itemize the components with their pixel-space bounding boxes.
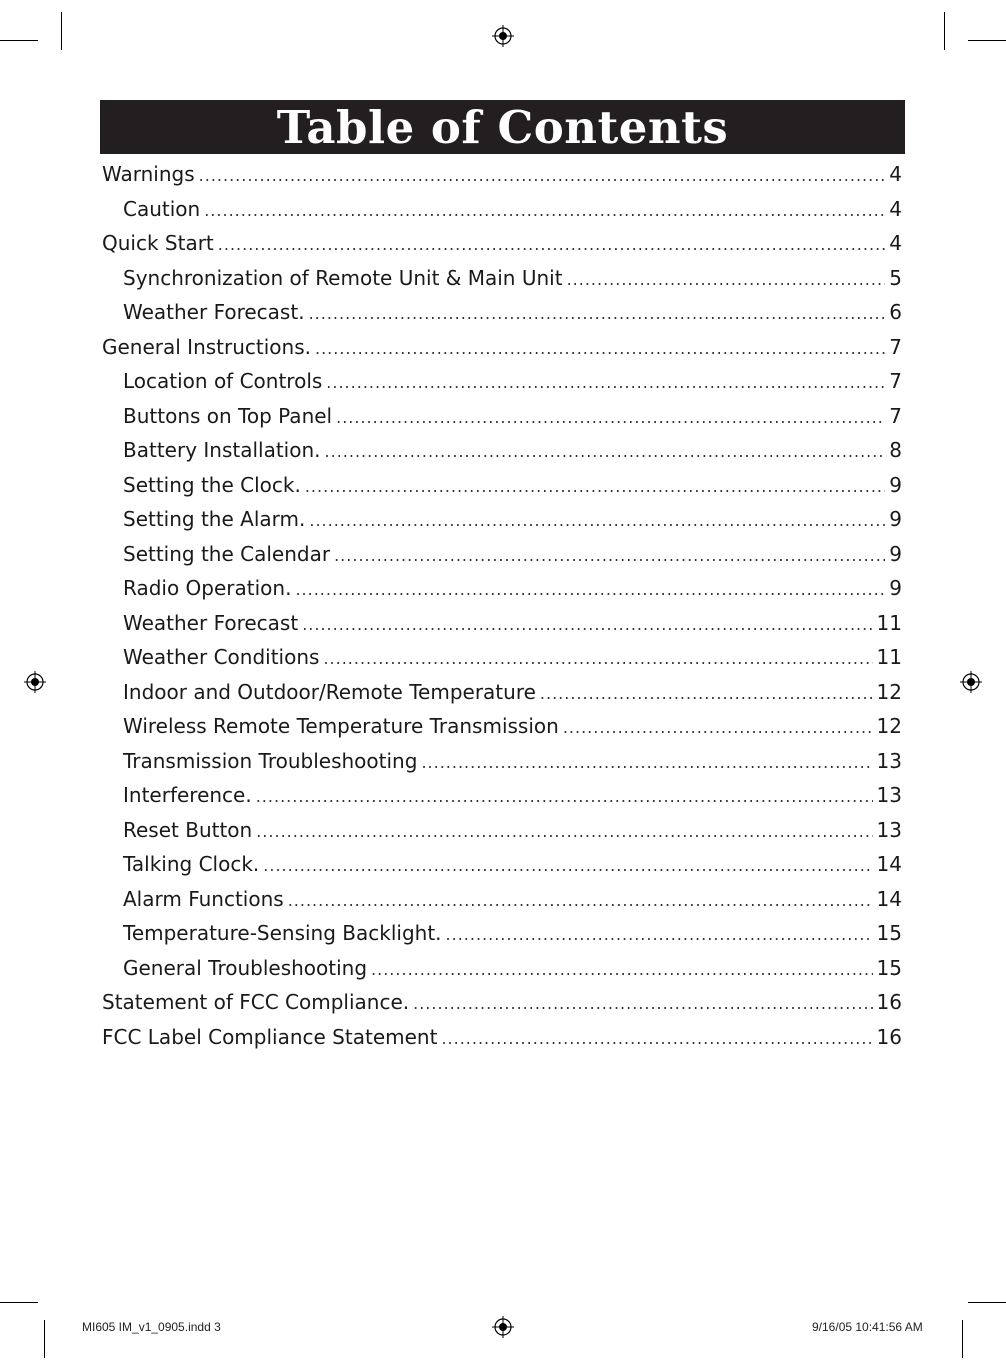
- toc-entry: [102, 502, 902, 537]
- toc-leader-dots: [218, 228, 885, 262]
- toc-leader-dots: [540, 677, 873, 711]
- toc-entry: [102, 606, 902, 641]
- toc-entry-label: Interference.: [123, 783, 252, 807]
- crop-mark-icon: [44, 1320, 45, 1358]
- toc-entry-label: Buttons on Top Panel: [123, 403, 333, 428]
- toc-entry-page: 16: [876, 1024, 902, 1049]
- registration-mark-icon: [492, 25, 514, 47]
- toc-entry: [102, 882, 902, 917]
- toc-entry-label: Setting the Calendar: [123, 541, 331, 566]
- toc-entry-label: Setting the Clock.: [123, 472, 301, 497]
- toc-leader-dots: [325, 435, 886, 469]
- toc-entry-page: 12: [876, 714, 902, 738]
- toc-entry-page: 9: [889, 576, 902, 600]
- toc-entry-label: Wireless Remote Temperature Transmission: [123, 714, 559, 738]
- toc-leader-dots: [256, 780, 873, 814]
- crop-mark-icon: [968, 40, 1006, 41]
- crop-mark-icon: [968, 1302, 1006, 1303]
- toc-entry: [102, 847, 902, 882]
- toc-entry-label: Caution: [123, 196, 201, 221]
- toc-entry-page: 4: [889, 231, 902, 255]
- toc-entry-label: Weather Forecast.: [123, 300, 305, 324]
- toc-entry-label: Talking Clock.: [123, 852, 260, 876]
- toc-leader-dots: [263, 849, 872, 883]
- toc-entry-label: Radio Operation.: [123, 576, 292, 600]
- toc-leader-dots: [563, 711, 873, 745]
- toc-entry: [102, 468, 902, 503]
- crop-mark-icon: [0, 1302, 38, 1303]
- slug-filename: MI605 IM_v1_0905.indd 3: [82, 1320, 221, 1334]
- crop-mark-icon: [944, 12, 945, 50]
- toc-entry: [102, 744, 902, 779]
- slug-timestamp: 9/16/05 10:41:56 AM: [812, 1320, 923, 1334]
- toc-entry-label: Weather Conditions: [123, 645, 320, 669]
- toc-list: [102, 157, 902, 1054]
- toc-entry-page: 16: [876, 990, 902, 1014]
- toc-entry-page: 8: [889, 438, 902, 462]
- toc-leader-dots: [199, 159, 886, 193]
- registration-mark-icon: [24, 671, 46, 693]
- toc-entry: [102, 813, 902, 848]
- toc-entry-page: 6: [889, 300, 902, 324]
- toc-leader-dots: [413, 987, 872, 1021]
- toc-entry: [102, 433, 902, 468]
- toc-entry: [102, 916, 902, 951]
- toc-leader-dots: [334, 539, 885, 573]
- title-bar: [100, 100, 905, 154]
- registration-mark-icon: [960, 671, 982, 693]
- toc-entry-page: 4: [889, 196, 902, 221]
- toc-leader-dots: [256, 815, 872, 849]
- toc-leader-dots: [309, 504, 885, 538]
- toc-entry-label: Weather Forecast: [123, 610, 299, 635]
- toc-leader-dots: [371, 953, 873, 987]
- toc-leader-dots: [441, 1022, 872, 1056]
- toc-leader-dots: [288, 884, 873, 918]
- toc-leader-dots: [295, 573, 885, 607]
- toc-entry: [102, 295, 902, 330]
- toc-entry-label: Alarm Functions: [123, 886, 284, 911]
- toc-entry: [102, 675, 902, 710]
- toc-entry: [102, 640, 902, 675]
- toc-entry-label: Warnings: [102, 162, 195, 186]
- toc-entry: [102, 157, 902, 192]
- registration-mark-icon: [492, 1316, 514, 1338]
- toc-entry-page: 14: [876, 852, 902, 876]
- toc-leader-dots: [204, 194, 885, 228]
- toc-entry: [102, 571, 902, 606]
- toc-entry-page: 5: [889, 265, 902, 290]
- toc-leader-dots: [309, 297, 886, 331]
- toc-entry-label: Battery Installation.: [123, 438, 321, 462]
- toc-entry: [102, 226, 902, 261]
- toc-entry-label: Quick Start: [102, 231, 214, 255]
- toc-entry: [102, 778, 902, 813]
- toc-leader-dots: [315, 332, 885, 366]
- toc-entry: [102, 709, 902, 744]
- toc-entry-page: 13: [876, 783, 902, 807]
- toc-entry: [102, 1020, 902, 1055]
- toc-entry: [102, 985, 902, 1020]
- toc-leader-dots: [305, 470, 885, 504]
- toc-entry-page: 9: [889, 472, 902, 497]
- toc-entry-page: 15: [876, 921, 902, 945]
- toc-entry: [102, 399, 902, 434]
- toc-entry-label: Statement of FCC Compliance.: [102, 990, 410, 1014]
- toc-entry-label: Reset Button: [123, 817, 253, 842]
- toc-entry-label: Indoor and Outdoor/Remote Temperature: [123, 679, 536, 704]
- crop-mark-icon: [61, 12, 62, 50]
- toc-entry-label: Synchronization of Remote Unit & Main Unit: [123, 265, 563, 290]
- toc-entry-page: 13: [876, 748, 902, 773]
- toc-entry-page: 12: [876, 679, 902, 704]
- toc-entry-label: Location of Controls: [123, 369, 323, 393]
- toc-entry: [102, 951, 902, 986]
- toc-entry-page: 7: [889, 334, 902, 359]
- crop-mark-icon: [962, 1320, 963, 1358]
- toc-entry-label: FCC Label Compliance Statement: [102, 1024, 438, 1049]
- toc-entry: [102, 192, 902, 227]
- toc-leader-dots: [567, 263, 886, 297]
- toc-entry-page: 7: [889, 369, 902, 393]
- toc-entry-page: 11: [876, 645, 902, 669]
- toc-entry-label: Temperature-Sensing Backlight.: [123, 921, 442, 945]
- toc-entry: [102, 330, 902, 365]
- toc-entry-page: 7: [889, 403, 902, 428]
- toc-entry-label: Setting the Alarm.: [123, 507, 306, 531]
- toc-entry-page: 9: [889, 507, 902, 531]
- toc-entry-page: 4: [889, 162, 902, 186]
- toc-entry-page: 13: [876, 817, 902, 842]
- toc-entry-page: 15: [876, 955, 902, 980]
- toc-entry-page: 14: [876, 886, 902, 911]
- toc-entry: [102, 261, 902, 296]
- page-title: Table of Contents: [276, 100, 729, 154]
- toc-leader-dots: [326, 366, 885, 400]
- toc-leader-dots: [302, 608, 872, 642]
- toc-leader-dots: [336, 401, 885, 435]
- toc-leader-dots: [323, 642, 872, 676]
- toc-entry-label: Transmission Troubleshooting: [123, 748, 418, 773]
- toc-leader-dots: [446, 918, 873, 952]
- toc-entry-page: 9: [889, 541, 902, 566]
- toc-entry-page: 11: [876, 610, 902, 635]
- toc-leader-dots: [421, 746, 872, 780]
- toc-entry: [102, 537, 902, 572]
- toc-entry-label: General Instructions.: [102, 334, 311, 359]
- toc-entry: [102, 364, 902, 399]
- crop-mark-icon: [0, 40, 38, 41]
- toc-entry-label: General Troubleshooting: [123, 955, 368, 980]
